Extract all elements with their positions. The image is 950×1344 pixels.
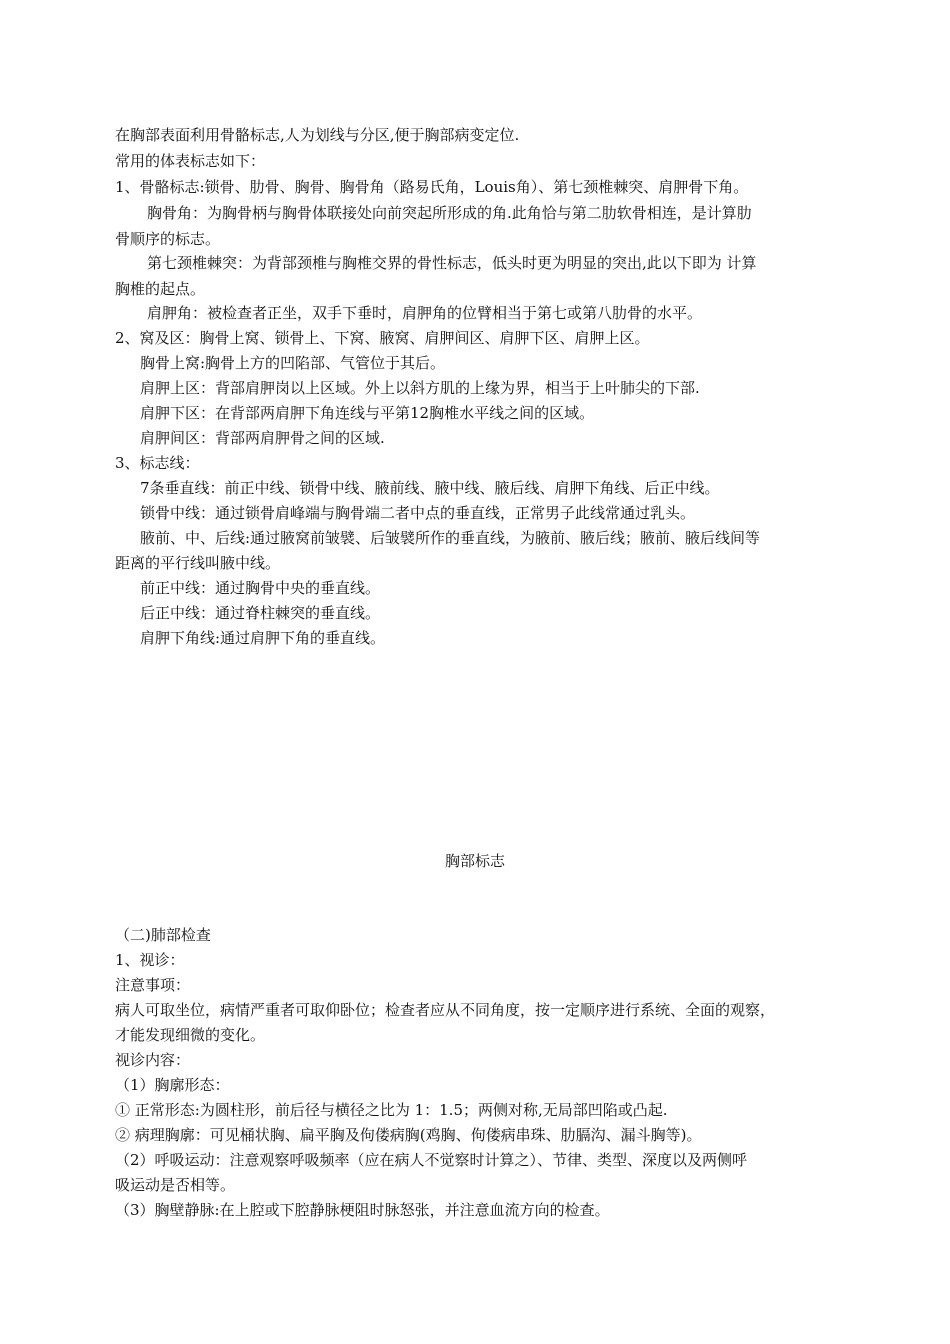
lung-exam-heading: （二)肺部检查 — [115, 926, 211, 944]
notes-title: 注意事项： — [115, 976, 191, 994]
sternal-angle-line-1: 胸骨角：为胸骨柄与胸骨体联接处向前突起所形成的角.此角恰与第二肋软骨相连，是计算肋 — [147, 204, 752, 222]
figure-caption: 胸部标志 — [444, 852, 505, 870]
inspection-heading: 1、视诊： — [115, 951, 185, 969]
infrascapular-line: 肩胛下区：在背部两肩胛下角连线与平第12胸椎水平线之间的区域。 — [140, 404, 595, 422]
intro-line-1: 在胸部表面利用骨骼标志,人为划线与分区,便于胸部病变定位. — [115, 126, 520, 144]
axillary-line-2: 距离的平行线叫腋中线。 — [115, 554, 281, 572]
normal-shape-line: ① 正常形态:为圆柱形，前后径与横径之比为 1：1.5；两侧对称,无局部凹陷或凸起. — [115, 1101, 668, 1119]
content-title: 视诊内容： — [115, 1051, 191, 1069]
midclavicular-line: 锁骨中线：通过锁骨肩峰端与胸骨端二者中点的垂直线，正常男子此线常通过乳头。 — [140, 504, 696, 522]
notes-line-1: 病人可取坐位，病情严重者可取仰卧位；检查者应从不同角度，按一定顺序进行系统、全面的观察， — [115, 1001, 776, 1019]
breathing-line-1: （2）呼吸运动：注意观察呼吸频率（应在病人不觉察时计算之）、节律、类型、深度以及两侧呼 — [115, 1151, 748, 1169]
c7-spinous-line-1: 第七颈椎棘突：为背部颈椎与胸椎交界的骨性标志，低头时更为明显的突出,此以下即为 计算 — [147, 254, 757, 272]
notes-line-2: 才能发现细微的变化。 — [115, 1026, 266, 1044]
interscapular-line: 肩胛间区：背部两肩胛骨之间的区域. — [140, 429, 385, 447]
anterior-midline-line: 前正中线：通过胸骨中央的垂直线。 — [140, 579, 381, 597]
bone-landmarks-line: 1、骨骼标志:锁骨、肋骨、胸骨、胸骨角（路易氏角，Louis角）、第七颈椎棘突、肩胛骨下角。 — [115, 178, 749, 196]
axillary-line-1: 腋前、中、后线:通过腋窝前皱襞、后皱襞所作的垂直线，为腋前、腋后线；腋前、腋后线间等 — [140, 529, 761, 547]
pathologic-shape-line: ② 病理胸廓：可见桶状胸、扁平胸及佝偻病胸(鸡胸、佝偻病串珠、肋膈沟、漏斗胸等)。 — [115, 1126, 702, 1144]
breathing-line-2: 吸运动是否相等。 — [115, 1176, 236, 1194]
fossae-regions-line: 2、窝及区：胸骨上窝、锁骨上、下窝、腋窝、肩胛间区、肩胛下区、肩胛上区。 — [115, 329, 650, 347]
sternal-angle-line-2: 骨顺序的标志。 — [115, 230, 221, 248]
scapular-line-line: 肩胛下角线:通过肩胛下角的垂直线。 — [140, 629, 386, 647]
vertical-lines-line: 7条垂直线：前正中线、锁骨中线、腋前线、腋中线、腋后线、肩胛下角线、后正中线。 — [140, 479, 720, 497]
suprasternal-line: 胸骨上窝:胸骨上方的凹陷部、气管位于其后。 — [140, 354, 446, 372]
marker-lines-heading: 3、标志线： — [115, 454, 200, 472]
thorax-shape-heading: （1）胸廓形态： — [115, 1076, 230, 1094]
posterior-midline-line: 后正中线：通过脊柱棘突的垂直线。 — [140, 604, 381, 622]
scapula-angle-line: 肩胛角：被检查者正坐，双手下垂时，肩胛角的位臂相当于第七或第八肋骨的水平。 — [147, 304, 703, 322]
c7-spinous-line-2: 胸椎的起点。 — [115, 280, 206, 298]
suprascapular-line: 肩胛上区：背部肩胛岗以上区域。外上以斜方肌的上缘为界，相当于上叶肺尖的下部. — [140, 379, 700, 397]
intro-line-2: 常用的体表标志如下： — [115, 152, 266, 170]
chest-veins-line: （3）胸壁静脉:在上腔或下腔静脉梗阻时脉怒张，并注意血流方向的检查。 — [115, 1201, 610, 1219]
